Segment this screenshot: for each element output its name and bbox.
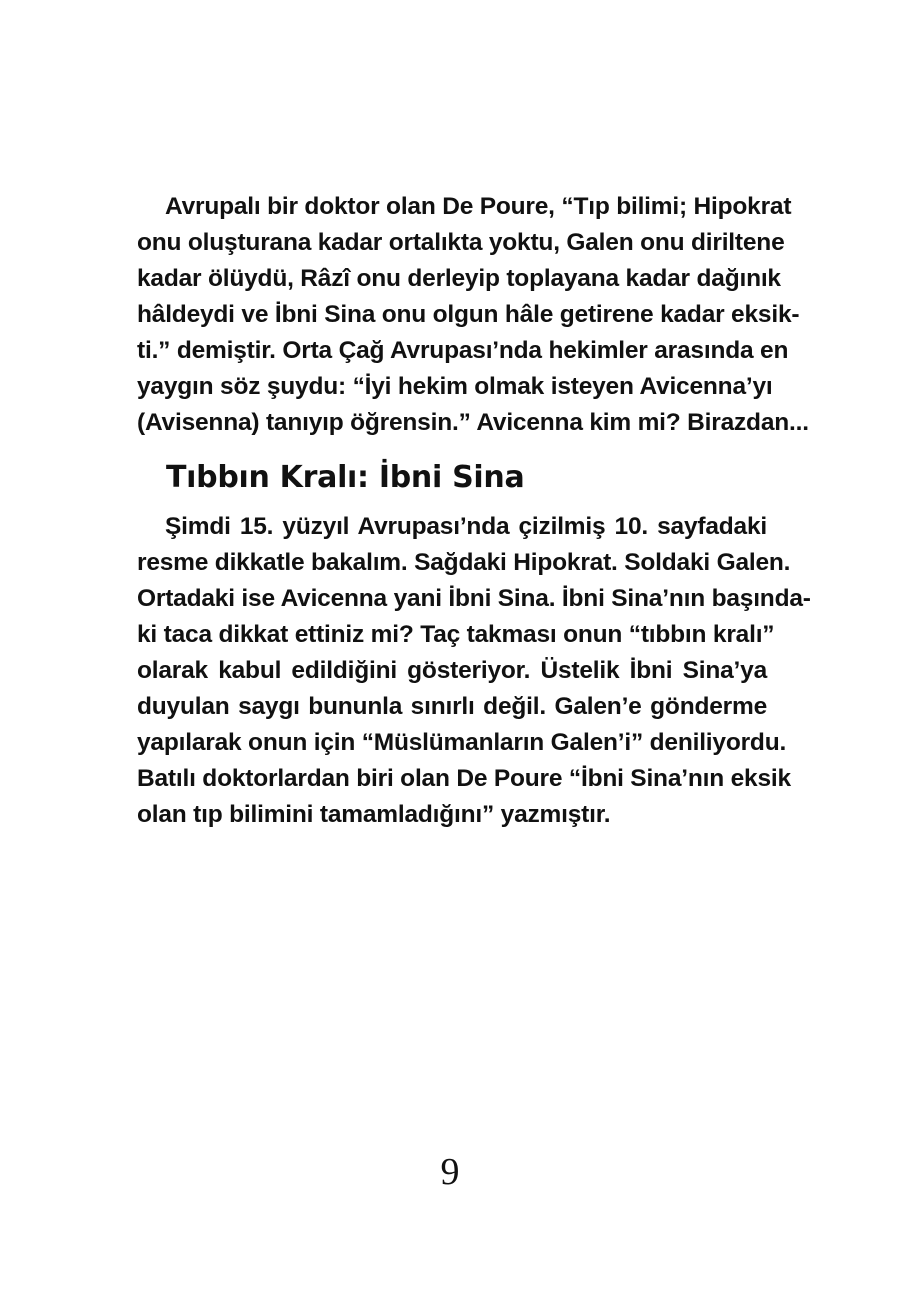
paragraph-line: Avrupalı bir doktor olan De Poure, “Tıp bilimi; Hipokrat bbox=[165, 193, 792, 220]
paragraph-line: onu oluşturana kadar ortalıkta yoktu, Galen onu diriltene bbox=[137, 229, 785, 256]
paragraph-line: (Avisenna) tanıyıp öğrensin.” Avicenna kim mi? Birazdan... bbox=[137, 409, 809, 436]
paragraph-line: olarak kabul edildiğini gösteriyor. Üstelik İbni Sina’ya bbox=[137, 657, 767, 684]
paragraph-line: Batılı doktorlardan biri olan De Poure “İbni Sina’nın eksik bbox=[137, 765, 791, 792]
paragraph-line: resme dikkatle bakalım. Sağdaki Hipokrat. Soldaki Galen. bbox=[137, 549, 791, 576]
page-number: 9 bbox=[440, 1151, 460, 1193]
paragraph-line: duyulan saygı bununla sınırlı değil. Galen’e gönderme bbox=[137, 693, 767, 720]
paragraph-line: Şimdi 15. yüzyıl Avrupası’nda çizilmiş 10. sayfadaki bbox=[165, 513, 767, 540]
paragraph-line: kadar ölüydü, Râzî onu derleyip toplayana kadar dağınık bbox=[137, 265, 781, 292]
paragraph-line: hâldeydi ve İbni Sina onu olgun hâle getirene kadar eksik- bbox=[137, 301, 800, 328]
paragraph-line: yapılarak onun için “Müslümanların Galen’i” deniliyordu. bbox=[137, 729, 787, 756]
paragraph-line: ti.” demiştir. Orta Çağ Avrupası’nda hekimler arasında en bbox=[137, 337, 789, 364]
paragraph-line: Ortadaki ise Avicenna yani İbni Sina. İbni Sina’nın başında- bbox=[137, 585, 811, 612]
section-heading: Tıbbın Kralı: İbni Sina bbox=[166, 460, 525, 495]
paragraph-line: olan tıp bilimini tamamladığını” yazmıştır. bbox=[137, 801, 611, 828]
paragraph-king-of-medicine bbox=[137, 509, 811, 833]
paragraph-line: ki taca dikkat ettiniz mi? Taç takması onun “tıbbın kralı” bbox=[137, 621, 775, 648]
paragraph-line: yaygın söz şuydu: “İyi hekim olmak isteyen Avicenna’yı bbox=[137, 373, 773, 400]
paragraph-de-poure-quote bbox=[137, 189, 809, 441]
